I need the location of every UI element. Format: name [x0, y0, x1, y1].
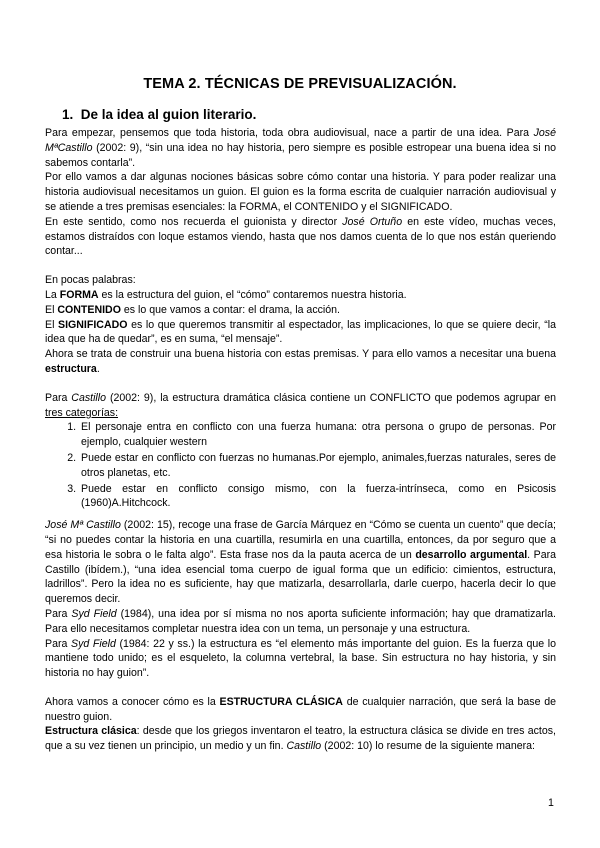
paragraph-estructura-clasica-intro: Ahora vamos a conocer cómo es la ESTRUCTURA CLÁSICA de cualquier narración, que será la base de nuestro guion.: [45, 695, 557, 723]
summary-contenido: El CONTENIDO es lo que vamos a contar: el drama, la acción.: [45, 303, 340, 316]
summary-closing: Ahora se trata de construir una buena historia con estas premisas. Y para ello vamos a necesitar una buena estructura.: [45, 348, 556, 375]
page-number: 1: [548, 797, 554, 809]
conflict-list: [45, 420, 556, 511]
summary-intro: En pocas palabras:: [45, 274, 136, 287]
author-castillo-3: José Mª Castillo: [45, 519, 121, 532]
categories-label: tres categorías:: [45, 406, 119, 419]
list-item: 3. Puede estar en conflicto consigo mismo, con la fuerza-intrínseca, como en Psicosis (1960)A.Hitchcock.: [79, 482, 556, 512]
paragraph-syd-field-1: Para Syd Field (1984), una idea por sí misma no nos aporta suficiente información; hay que dramatizarla. Para ello necesitamos completar nuestra idea con un tema, un personaje y una estructura.: [45, 607, 556, 635]
section-heading: [62, 107, 256, 122]
author-castillo-2: Castillo: [71, 391, 107, 404]
paragraph-syd-field-2: Para Syd Field (1984: 22 y ss.) la estructura es “el elemento más importante del guion. Es la fuerza que lo mantiene todo unido; es el esqueleto, la columna vertebral, la base. Sin estructura no hay historia, y sin historia no hay guion”.: [45, 637, 556, 680]
paragraph-intro: Para empezar, pensemos que toda historia, toda obra audiovisual, nace a partir de una idea. Para José MªCastillo (2002: 9), “sin una idea no hay historia, pero siempre es posible estropear una buena idea si no sabemos contarla”.: [45, 127, 556, 169]
paragraph-garcia-marquez: José Mª Castillo (2002: 15), recoge una frase de García Márquez en “Cómo se cuenta un cuento” que decía; “si no puedes contar la historia en una cuartilla, resumirla en una cuartilla, entonces, da por seguro que a esa historia le sobra o le falta algo”. Esta frase nos da la pauta acerca de un desarrollo argumental. Para Castillo (ibídem.), “una idea esencial toma cuerpo de igual forma que un edificio: cimientos, estructura, ladrillos”. Pero la idea no es suficiente, hay que matizarla, desarrollarla, darle cuerpo, hacerla decir lo que queremos decir.: [45, 519, 557, 606]
author-ortuno: José Ortuño: [342, 215, 403, 228]
section-title: De la idea al guion literario.: [80, 107, 257, 122]
list-item: 2. Puede estar en conflicto con fuerzas no humanas.Por ejemplo, animales,fuerzas naturales, seres de otros planetas, etc.: [79, 451, 556, 481]
paragraph-ortuno: En este sentido, como nos recuerda el guionista y director José Ortuño en este vídeo, muchas veces, estamos distraídos con loque estamos viendo, hasta que nos damos cuenta de lo que nos están queriendo contar...: [45, 215, 556, 258]
summary-significado: El SIGNIFICADO es lo que queremos transmitir al espectador, las implicaciones, lo que se quiere decir, “la idea que ha de quedar”, es en suma, “el mensaje”.: [45, 318, 556, 346]
author-castillo: José MªCastillo: [45, 127, 556, 154]
summary-forma: La FORMA es la estructura del guion, el “cómo” contaremos nuestra historia.: [45, 288, 407, 301]
document-body: [45, 126, 556, 754]
author-syd-field-2: Syd Field: [71, 637, 116, 650]
paragraph-estructura-clasica: Estructura clásica: desde que los griegos inventaron el teatro, la estructura clásica se divide en tres actos, que a su vez tienen un principio, un medio y un fin. Castillo (2002: 10) lo resume de la siguiente manera:: [45, 725, 556, 753]
page-title: TEMA 2. TÉCNICAS DE PREVISUALIZACIÓN.: [143, 76, 457, 92]
paragraph-conflict: Para Castillo (2002: 9), la estructura dramática clásica contiene un CONFLICTO que podemos agrupar en tres categorías:: [45, 391, 556, 419]
list-item: 1. El personaje entra en conflicto con una fuerza humana: otra persona o grupo de personas. Por ejemplo, cualquier western: [79, 420, 556, 450]
section-number: 1.: [62, 107, 74, 122]
author-syd-field: Syd Field: [71, 607, 117, 620]
author-castillo-4: Castillo: [286, 740, 322, 753]
paragraph-guion: Por ello vamos a dar algunas nociones básicas sobre cómo contar una historia. Y para poder realizar una historia audiovisual necesitamos un guion. El guion es la forma escrita de cualquier narración audiovisual y se atiende a tres premisas esenciales: la FORMA, el CONTENIDO y el SIGNIFICADO.: [45, 171, 556, 213]
